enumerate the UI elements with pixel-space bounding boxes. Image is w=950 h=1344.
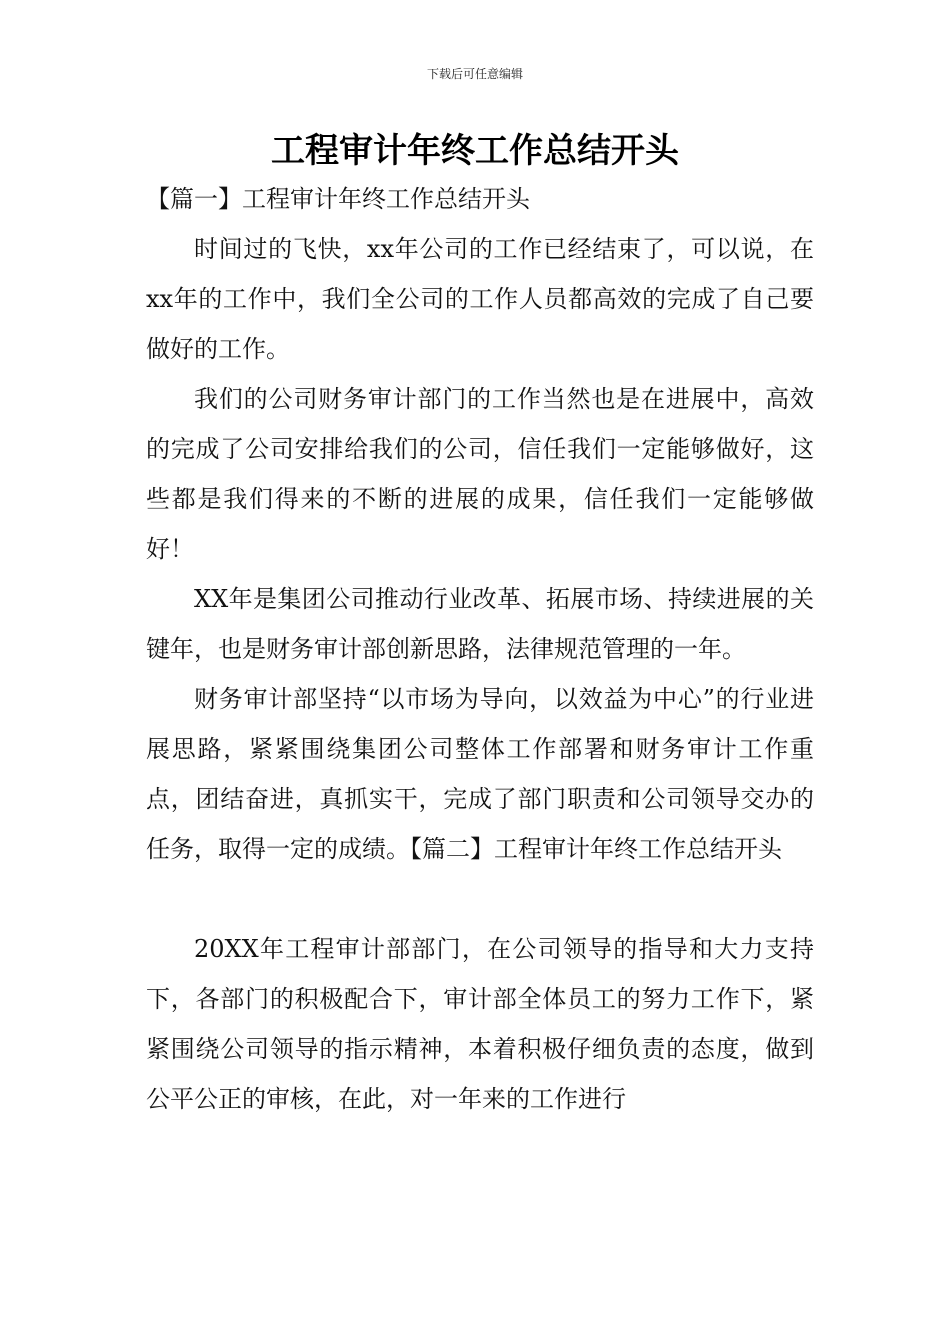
document-title: 工程审计年终工作总结开头 bbox=[271, 131, 679, 171]
paragraph: XX年是集团公司推动行业改革、拓展市场、持续进展的关键年，也是财务审计部创新思路，法律规范管理的一年。 bbox=[146, 585, 814, 663]
paragraph: 财务审计部坚持“以市场为导向，以效益为中心”的行业进展思路，紧紧围绕集团公司整体工作部署和财务审计工作重点，团结奋进，真抓实干，完成了部门职责和公司领导交办的任务，取得一定的成绩。【篇二】工程审计年终工作总结开头 bbox=[146, 685, 814, 863]
blank-line bbox=[146, 874, 814, 924]
paragraph: 时间过的飞快，xx年公司的工作已经结束了，可以说，在xx年的工作中，我们全公司的工作人员都高效的完成了自己要做好的工作。 bbox=[146, 235, 814, 363]
page-header-note: 下载后可任意编辑 bbox=[426, 67, 523, 81]
paragraph: 我们的公司财务审计部门的工作当然也是在进展中，高效的完成了公司安排给我们的公司，信任我们一定能够做好，这些都是我们得来的不断的进展的成果，信任我们一定能够做好！ bbox=[146, 385, 814, 563]
section-heading: 【篇一】工程审计年终工作总结开头 bbox=[146, 185, 530, 213]
document-body bbox=[146, 174, 814, 1124]
paragraph: 20XX年工程审计部部门，在公司领导的指导和大力支持下，各部门的积极配合下，审计部全体员工的努力工作下，紧紧围绕公司领导的指示精神，本着积极仔细负责的态度，做到公平公正的审核，在此，对一年来的工作进行 bbox=[146, 935, 814, 1113]
